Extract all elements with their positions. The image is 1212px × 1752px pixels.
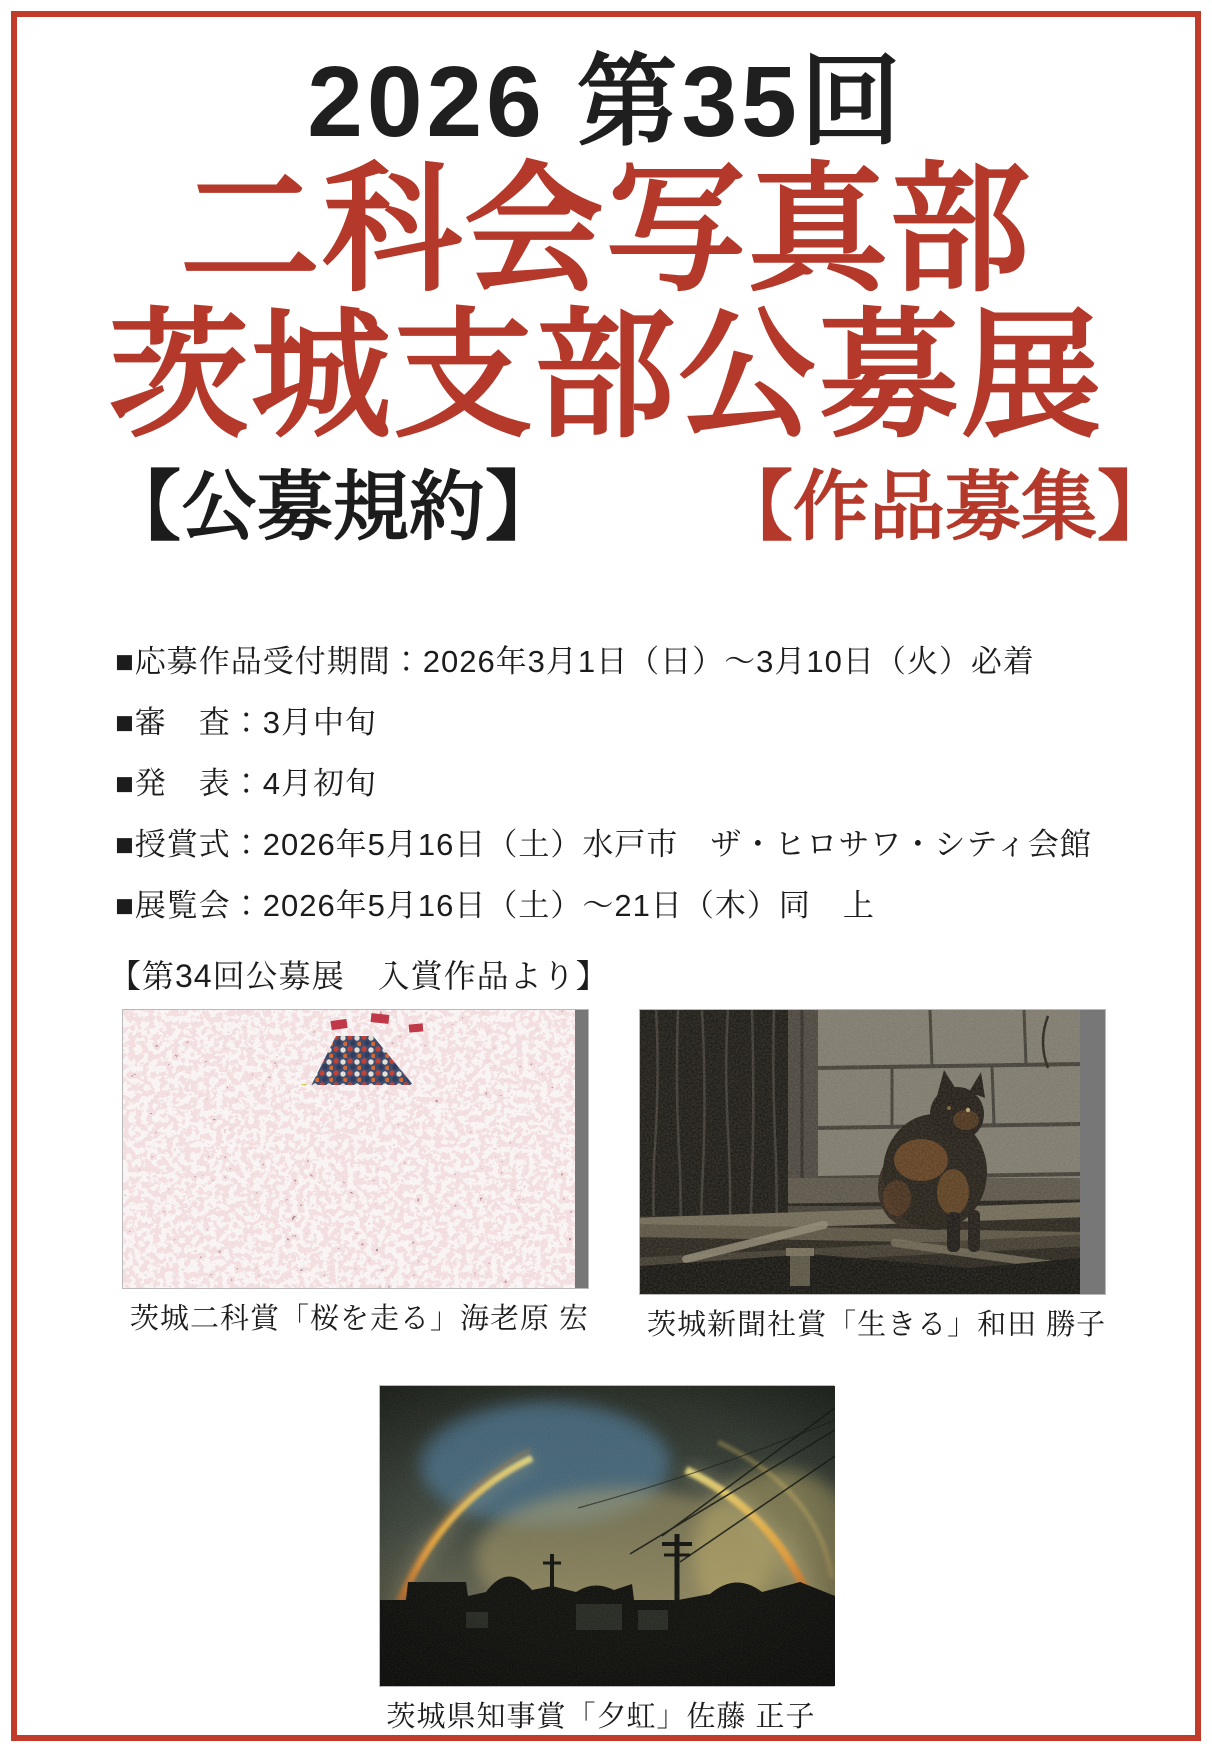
section-header-row [17,465,1195,551]
caption-evening-rainbow: 茨城県知事賞「夕虹」佐藤 正子 [386,1701,816,1734]
photo-card-sakura-marathon [122,1009,589,1337]
year-line: 2026 第35回 [307,46,905,158]
section-title-rules: 【公募規約】 [105,465,561,551]
poster-content [17,17,1195,1735]
rules-list [115,644,1195,924]
caption-sakura-marathon: 茨城二科賞「桜を走る」海老原 宏 [130,1303,590,1336]
photo-card-cat [639,1009,1106,1343]
gallery-heading: 【第34回公募展 入賞作品より】 [109,958,609,995]
section-title-call-for-entries: 【作品募集】 [717,465,1173,551]
main-title-line1: 二科会写真部 [179,151,1032,308]
photo-card-rainbow [379,1385,834,1735]
photo-sakura-marathon [122,1009,589,1289]
rule-judging: ■審 査：3月中旬 [115,705,377,741]
rule-exhibition: ■展覧会：2026年5月16日（土）～21日（木）同 上 [115,888,875,924]
photo-row [122,1009,1195,1343]
main-title-line2: 茨城支部公募展 [108,296,1103,454]
rule-reception-period: ■応募作品受付期間：2026年3月1日（日）～3月10日（火）必着 [115,644,1035,680]
caption-cat-on-logs: 茨城新聞社賞「生きる」和田 勝子 [647,1309,1107,1342]
photo-cat-on-logs [639,1009,1106,1295]
rule-award-ceremony: ■授賞式：2026年5月16日（土）水戸市 ザ・ヒロサワ・シティ会館 [115,827,1092,863]
rule-announcement: ■発 表：4月初旬 [115,766,377,802]
photo-evening-rainbow [379,1385,834,1687]
